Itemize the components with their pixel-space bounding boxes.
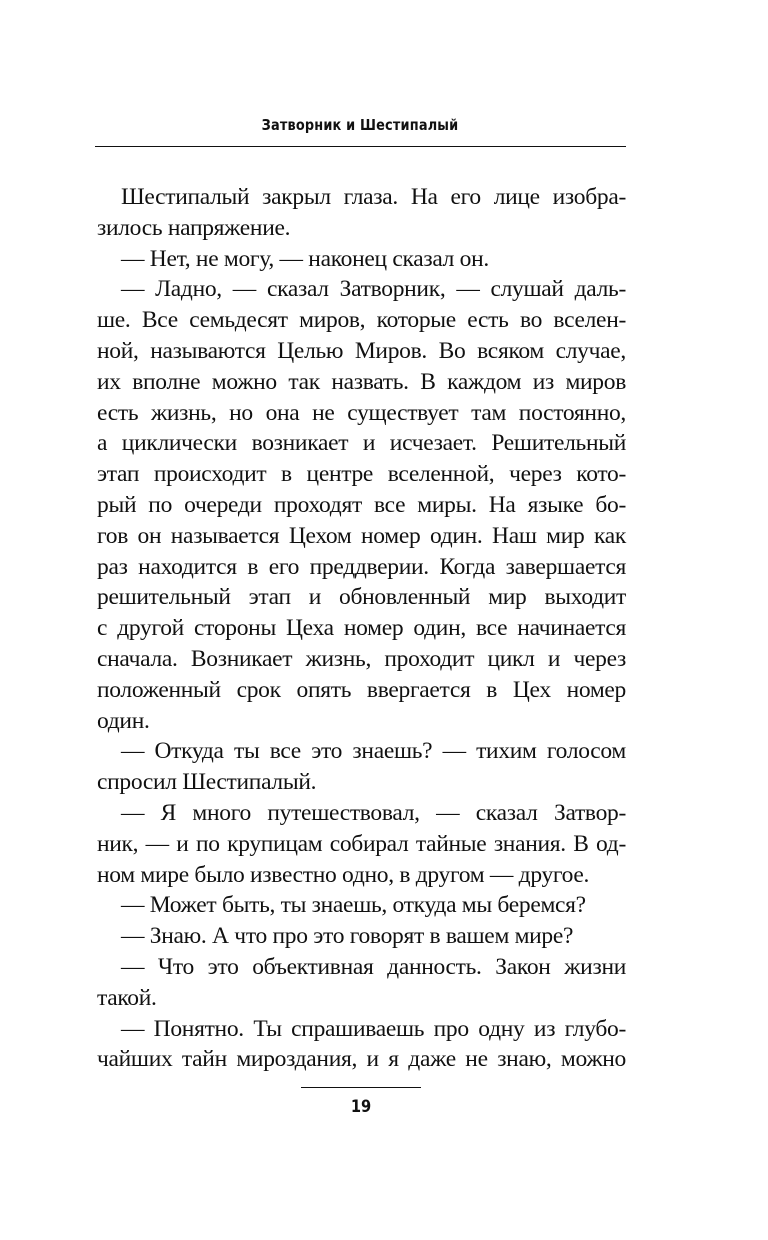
text-line: с другой стороны Цеха номер один, все начинается: [97, 615, 626, 642]
text-line: решительный этап и обновленный мир выходит: [97, 584, 626, 611]
text-line: ной, называются Целью Миров. Во всяком случае,: [97, 337, 626, 364]
text-line: — Понятно. Ты спрашиваешь про одну из глубо-: [121, 1015, 626, 1042]
text-line: такой.: [97, 984, 157, 1011]
running-title: Затворник и Шестипалый: [261, 116, 459, 134]
footer-rule: [301, 1087, 421, 1088]
text-line: Шестипалый закрыл глаза. На его лице изобра-: [121, 184, 626, 210]
text-line: спросил Шестипалый.: [97, 769, 317, 796]
text-line: а циклически возникает и исчезает. Решительный: [97, 430, 626, 457]
text-line: есть жизнь, но она не существует там постоянно,: [97, 399, 626, 426]
text-line: ше. Все семьдесят миров, которые есть во вселен-: [97, 307, 626, 334]
text-line: один.: [97, 707, 150, 734]
text-line: — Ладно, — сказал Затворник, — слушай даль-: [121, 276, 626, 303]
text-line: ник, — и по крупицам собирал тайные знания. В од-: [97, 830, 626, 857]
text-line: зилось напряжение.: [97, 214, 291, 241]
text-line: — Откуда ты все это знаешь? — тихим голосом: [121, 738, 626, 765]
body-text: [97, 182, 626, 1075]
text-line: их вполне можно так назвать. В каждом из миров: [97, 368, 626, 395]
text-line: положенный срок опять ввергается в Цех номер: [97, 676, 626, 703]
text-line: чайших тайн мироздания, и я даже не знаю, можно: [97, 1046, 626, 1073]
text-line: — Нет, не могу, — наконец сказал он.: [121, 245, 489, 272]
page-number: 19: [350, 1097, 372, 1117]
text-line: ном мире было известно одно, в другом — другое.: [97, 861, 590, 888]
text-line: гов он называется Цехом номер один. Наш мир как: [97, 522, 626, 549]
text-line: сначала. Возникает жизнь, проходит цикл и через: [97, 645, 626, 672]
text-line: рый по очереди проходят все миры. На языке бо-: [97, 491, 626, 518]
text-line: — Что это объективная данность. Закон жизни: [121, 953, 626, 980]
text-line: раз находится в его преддверии. Когда завершается: [97, 553, 626, 580]
text-line: этап происходит в центре вселенной, через кото-: [97, 461, 626, 488]
text-line: — Знаю. А что про это говорят в вашем мире?: [121, 923, 574, 950]
text-line: — Может быть, ты знаешь, откуда мы беремся?: [121, 892, 586, 919]
text-line: — Я много путешествовал, — сказал Затвор-: [121, 799, 626, 826]
header-rule: [95, 146, 626, 147]
